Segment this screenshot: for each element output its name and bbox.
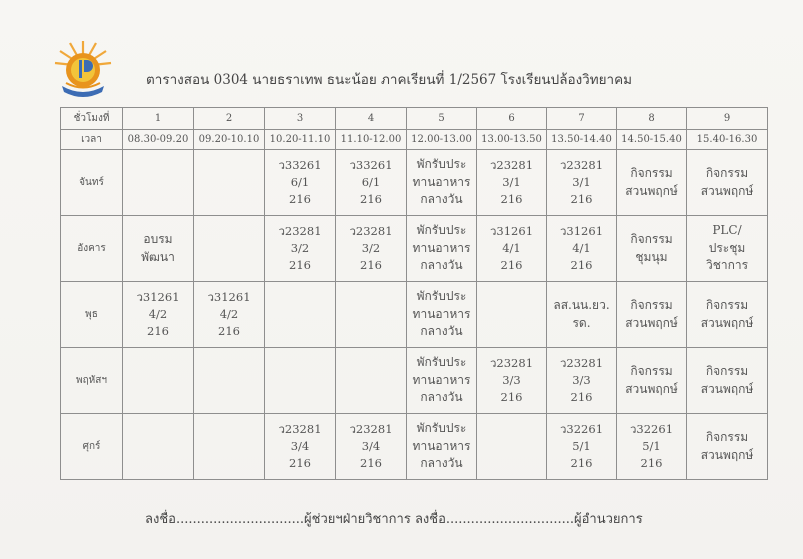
day-name: พุธ [61, 282, 123, 348]
cell-text: พักรับประ ทานอาหาร กลางวัน [412, 223, 471, 273]
cell-text: ว31261 4/1 216 [559, 224, 604, 272]
schedule-cell [336, 216, 407, 282]
schedule-cell [477, 282, 547, 348]
schedule-cell [265, 150, 336, 216]
time-slot: 10.20-11.10 [265, 130, 336, 150]
period-row [61, 108, 768, 130]
time-slot: 13.50-14.40 [547, 130, 617, 150]
schedule-cell [617, 414, 687, 480]
schedule-cell [265, 348, 336, 414]
cell-text: พักรับประ ทานอาหาร กลางวัน [412, 421, 471, 471]
cell-text: ว31261 4/2 216 [136, 290, 180, 338]
day-name: อังคาร [61, 216, 123, 282]
schedule-cell [265, 414, 336, 480]
schedule-cell [123, 282, 194, 348]
schedule-cell [123, 348, 194, 414]
period-number: 3 [265, 108, 336, 130]
schedule-cell [687, 150, 768, 216]
schedule-cell [547, 414, 617, 480]
cell-text: PLC/ ประชุม วิชาการ [705, 223, 749, 273]
cell-text: พักรับประ ทานอาหาร กลางวัน [412, 157, 471, 207]
schedule-cell [407, 150, 477, 216]
schedule-cell [547, 150, 617, 216]
period-number: 4 [336, 108, 407, 130]
schedule-cell [194, 150, 265, 216]
time-label: เวลา [61, 130, 123, 150]
schedule-cell [617, 150, 687, 216]
time-slot: 13.00-13.50 [477, 130, 547, 150]
cell-text: พักรับประ ทานอาหาร กลางวัน [412, 289, 471, 339]
cell-text: ว31261 4/2 216 [207, 290, 251, 338]
period-number: 8 [617, 108, 687, 130]
time-slot: 11.10-12.00 [336, 130, 407, 150]
schedule-cell [407, 414, 477, 480]
cell-text: ว23281 3/4 216 [278, 422, 322, 470]
schedule-cell [687, 348, 768, 414]
schedule-cell [123, 150, 194, 216]
period-number: 9 [687, 108, 768, 130]
cell-text: ว32261 5/1 216 [559, 422, 604, 470]
cell-text: ว31261 4/1 216 [489, 224, 534, 272]
schedule-cell [336, 348, 407, 414]
cell-text: อบรม พัฒนา [141, 232, 175, 264]
cell-text: ว23281 3/3 216 [559, 356, 604, 404]
cell-text: กิจกรรม สวนพฤกษ์ [625, 298, 678, 330]
schedule-cell [547, 216, 617, 282]
time-slot: 14.50-15.40 [617, 130, 687, 150]
cell-text: กิจกรรม สวนพฤกษ์ [625, 364, 678, 396]
schedule-cell [477, 414, 547, 480]
period-number: 5 [407, 108, 477, 130]
schedule-cell [265, 216, 336, 282]
period-number: 6 [477, 108, 547, 130]
schedule-cell [477, 348, 547, 414]
schedule-cell [617, 348, 687, 414]
schedule-cell [194, 414, 265, 480]
cell-text: ว23281 3/3 216 [489, 356, 534, 404]
time-slot: 15.40-16.30 [687, 130, 768, 150]
day-row [61, 348, 768, 414]
schedule-cell [687, 216, 768, 282]
cell-text: ว23281 3/1 216 [489, 158, 534, 206]
schedule-cell [336, 414, 407, 480]
schedule-cell [407, 216, 477, 282]
time-slot: 08.30-09.20 [123, 130, 194, 150]
period-number: 1 [123, 108, 194, 130]
period-number: 7 [547, 108, 617, 130]
schedule-cell [547, 282, 617, 348]
cell-text: ว23281 3/2 216 [349, 224, 393, 272]
period-label: ชั่วโมงที่ [61, 108, 123, 130]
timetable [60, 107, 768, 480]
signature-line: ลงชื่อ...............................ผู้ช่วยฯฝ่ายวิชาการ ลงชื่อ...............................ผู้อำนวยการ [145, 512, 643, 527]
cell-text: ลส.นน.ยว. รด. [553, 298, 610, 330]
cell-text: กิจกรรม สวนพฤกษ์ [700, 430, 754, 462]
document-title: ตารางสอน 0304 นายธราเทพ ธนะน้อย ภาคเรียนที่ 1/2567 โรงเรียนปล้องวิทยาคม [146, 72, 633, 88]
schedule-cell [123, 414, 194, 480]
cell-text: ว23281 3/4 216 [349, 422, 393, 470]
schedule-cell [617, 282, 687, 348]
day-name: ศุกร์ [61, 414, 123, 480]
day-row [61, 282, 768, 348]
cell-text: ว23281 3/2 216 [278, 224, 322, 272]
schedule-cell [407, 348, 477, 414]
day-row [61, 150, 768, 216]
school-logo [52, 38, 114, 100]
schedule-cell [477, 150, 547, 216]
schedule-cell [336, 150, 407, 216]
time-row [61, 130, 768, 150]
schedule-cell [336, 282, 407, 348]
cell-text: ว23281 3/1 216 [559, 158, 604, 206]
cell-text: ว32261 5/1 216 [629, 422, 674, 470]
day-name: จันทร์ [61, 150, 123, 216]
day-row [61, 216, 768, 282]
period-number: 2 [194, 108, 265, 130]
schedule-cell [407, 282, 477, 348]
schedule-cell [687, 282, 768, 348]
cell-text: ว33261 6/1 216 [278, 158, 322, 206]
day-row [61, 414, 768, 480]
cell-text: กิจกรรม สวนพฤกษ์ [700, 166, 754, 198]
schedule-cell [123, 216, 194, 282]
time-slot: 12.00-13.00 [407, 130, 477, 150]
cell-text: กิจกรรม สวนพฤกษ์ [700, 364, 754, 396]
schedule-cell [194, 282, 265, 348]
cell-text: กิจกรรม สวนพฤกษ์ [625, 166, 678, 198]
cell-text: กิจกรรม ชุมนุม [630, 232, 673, 264]
time-slot: 09.20-10.10 [194, 130, 265, 150]
cell-text: พักรับประ ทานอาหาร กลางวัน [412, 355, 471, 405]
schedule-cell [477, 216, 547, 282]
schedule-cell [687, 414, 768, 480]
schedule-cell [617, 216, 687, 282]
schedule-cell [265, 282, 336, 348]
cell-text: กิจกรรม สวนพฤกษ์ [700, 298, 754, 330]
schedule-cell [194, 216, 265, 282]
schedule-cell [194, 348, 265, 414]
schedule-cell [547, 348, 617, 414]
day-name: พฤหัสฯ [61, 348, 123, 414]
cell-text: ว33261 6/1 216 [349, 158, 393, 206]
